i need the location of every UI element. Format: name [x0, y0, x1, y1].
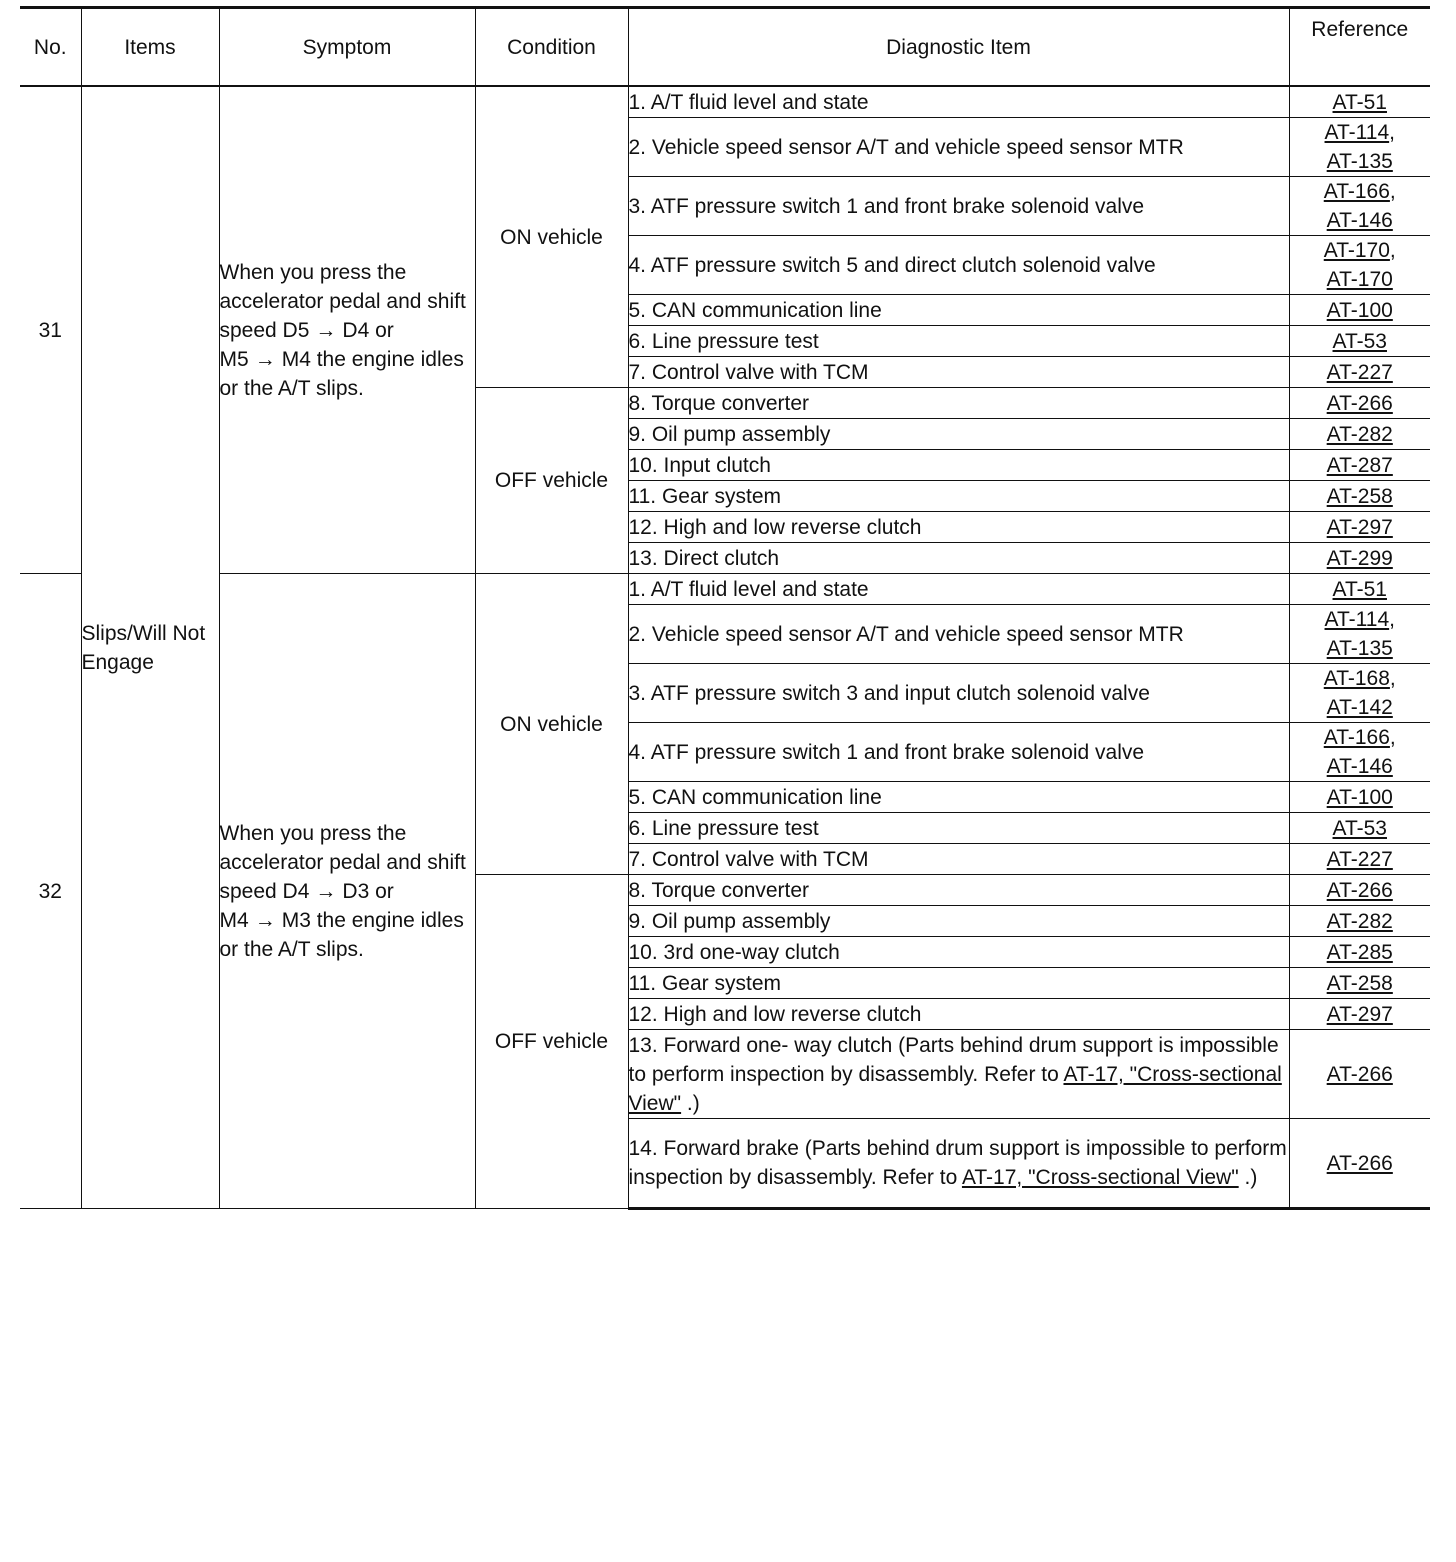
diagnostic-item-text: 9. Oil pump assembly — [628, 422, 831, 446]
cross-reference-link[interactable]: AT-17, "Cross-sectional View" — [961, 1166, 1239, 1189]
condition-on-vehicle: ON vehicle — [475, 574, 628, 875]
reference-link[interactable]: AT-51 — [1332, 90, 1387, 114]
table-row — [20, 86, 1430, 118]
diagnostic-item-cell — [628, 968, 1289, 999]
reference-cell — [1289, 450, 1430, 481]
diagnostic-item-cell — [628, 177, 1289, 236]
symptom-text: D — [342, 879, 358, 903]
reference-link[interactable]: AT-282 — [1326, 909, 1393, 933]
diagnostic-item-text: 6. Line pressure test — [628, 816, 819, 840]
reference-link[interactable]: AT-170 — [1326, 268, 1393, 291]
symptom-text: the engine idles or the A/T slips. — [219, 908, 464, 961]
diagnostic-item-text: 3. ATF pressure switch 3 and input clutch solenoid valve — [628, 681, 1150, 705]
reference-link[interactable]: AT-114 — [1324, 608, 1390, 631]
reference-link[interactable]: AT-166 — [1323, 726, 1390, 749]
reference-link[interactable]: AT-266 — [1326, 391, 1393, 415]
items-cell: Slips/Will Not Engage — [81, 86, 219, 1209]
diagnostic-item-text: 4. ATF pressure switch 1 and front brake solenoid valve — [628, 740, 1145, 764]
diagnostic-item-cell — [628, 844, 1289, 875]
diagnostic-item-cell — [628, 605, 1289, 664]
reference-link[interactable]: AT-170 — [1323, 239, 1390, 262]
diagnostic-item-cell — [628, 236, 1289, 295]
diagnostic-item-text: 12. High and low reverse clutch — [628, 1002, 922, 1026]
reference-link[interactable]: AT-282 — [1326, 422, 1393, 446]
diagnostic-item-cell — [628, 574, 1289, 605]
symptom-subscript: 5 — [237, 347, 249, 371]
symptom-text: the engine idles or the A/T slips. — [219, 347, 464, 400]
header-diagnostic-item: Diagnostic Item — [628, 8, 1289, 87]
diagnostic-item-text: 1. A/T fluid level and state — [628, 90, 869, 114]
reference-cell — [1289, 1119, 1430, 1209]
diagnostic-item-cell — [628, 357, 1289, 388]
reference-link[interactable]: AT-299 — [1326, 546, 1393, 570]
condition-on-vehicle: ON vehicle — [475, 86, 628, 388]
header-symptom: Symptom — [219, 8, 475, 87]
reference-link[interactable]: AT-297 — [1326, 1002, 1393, 1026]
diagnostic-item-cell — [628, 813, 1289, 844]
reference-cell — [1289, 419, 1430, 450]
symptom-text: D — [342, 318, 358, 342]
symptom-cell — [219, 86, 475, 574]
arrow-icon: → — [254, 908, 276, 932]
header-reference: Reference — [1289, 8, 1430, 87]
reference-link[interactable]: AT-135 — [1326, 637, 1393, 660]
reference-cell: AT-166, AT-146 — [1289, 177, 1430, 236]
diagnostic-item-text: 10. 3rd one-way clutch — [628, 940, 840, 964]
row-number: 32 — [20, 574, 81, 1209]
reference-cell: AT-114, AT-135 — [1289, 605, 1430, 664]
reference-cell — [1289, 782, 1430, 813]
diagnostic-item-cell — [628, 419, 1289, 450]
symptom-subscript: 3 — [299, 908, 311, 932]
diagnostic-item-text: .) — [681, 1091, 700, 1115]
symptom-text: M — [281, 908, 300, 932]
symptom-subscript: 4 — [237, 908, 249, 932]
symptom-text: When you press the accelerator pedal and shift speed D — [219, 821, 466, 903]
cross-reference-link[interactable]: AT-17, "Cross-sectional View" — [628, 1062, 1282, 1115]
reference-link[interactable]: AT-258 — [1326, 484, 1393, 508]
symptom-text: or M — [219, 879, 394, 932]
diagnostic-item-cell — [628, 295, 1289, 326]
diagnostic-item-text: 11. Gear system — [628, 484, 781, 508]
reference-cell — [1289, 999, 1430, 1030]
diagnostic-item-text: 8. Torque converter — [628, 878, 810, 902]
reference-link[interactable]: AT-100 — [1326, 298, 1393, 322]
reference-cell — [1289, 357, 1430, 388]
row-number: 31 — [20, 86, 81, 574]
reference-link[interactable]: AT-266 — [1326, 1062, 1393, 1086]
condition-off-vehicle: OFF vehicle — [475, 875, 628, 1209]
reference-link[interactable]: AT-297 — [1326, 515, 1393, 539]
diagnostic-item-text: .) — [1238, 1166, 1258, 1189]
diagnostic-item-text: 5. CAN communication line — [628, 298, 882, 322]
header-no: No. — [20, 8, 81, 87]
diagnostic-item-cell — [628, 906, 1289, 937]
symptom-subscript: 4 — [357, 318, 370, 342]
diagnostic-item-cell — [628, 450, 1289, 481]
reference-cell — [1289, 937, 1430, 968]
reference-cell — [1289, 574, 1430, 605]
diagnostic-item-cell — [628, 388, 1289, 419]
reference-link[interactable]: AT-135 — [1326, 150, 1393, 173]
symptom-subscript: 4 — [299, 347, 311, 371]
diagnostic-item-cell — [628, 782, 1289, 813]
reference-cell: AT-114, AT-135 — [1289, 118, 1430, 177]
table-row — [20, 574, 1430, 605]
reference-link[interactable]: AT-146 — [1326, 755, 1393, 778]
reference-link[interactable]: AT-227 — [1326, 847, 1393, 871]
diagnostic-item-cell — [628, 875, 1289, 906]
arrow-icon: → — [315, 879, 337, 903]
diagnostic-item-text: 1. A/T fluid level and state — [628, 577, 869, 601]
symptom-text: or M — [219, 318, 394, 371]
arrow-icon: → — [315, 318, 337, 342]
reference-cell — [1289, 1030, 1430, 1119]
reference-cell — [1289, 512, 1430, 543]
reference-cell — [1289, 481, 1430, 512]
header-condition: Condition — [475, 8, 628, 87]
reference-cell — [1289, 875, 1430, 906]
diagnostic-item-cell — [628, 664, 1289, 723]
symptom-subscript: 4 — [297, 879, 310, 903]
diagnostic-item-text: 13. Direct clutch — [628, 546, 780, 570]
reference-link[interactable]: AT-227 — [1326, 360, 1393, 384]
reference-link[interactable]: AT-166 — [1323, 180, 1390, 203]
arrow-icon: → — [254, 347, 276, 371]
diagnostic-item-cell — [628, 512, 1289, 543]
reference-link[interactable]: AT-266 — [1326, 878, 1393, 902]
diagnosis-table — [20, 6, 1430, 1210]
symptom-text: M — [281, 347, 300, 371]
condition-off-vehicle: OFF vehicle — [475, 388, 628, 574]
reference-cell — [1289, 326, 1430, 357]
symptom-cell — [219, 574, 475, 1209]
symptom-subscript: 3 — [357, 879, 370, 903]
reference-link[interactable]: AT-114 — [1324, 121, 1390, 144]
header-row — [20, 8, 1430, 87]
reference-cell — [1289, 388, 1430, 419]
diagnostic-item-cell — [628, 1030, 1289, 1119]
header-items: Items — [81, 8, 219, 87]
diagnostic-item-text: 13. Forward one- way clutch (Parts behind drum support is impossible to perform inspection by disassembly. Refer to — [628, 1033, 1279, 1086]
diagnostic-item-cell — [628, 999, 1289, 1030]
reference-link[interactable]: AT-258 — [1326, 971, 1393, 995]
diagnostic-item-cell — [628, 1119, 1289, 1209]
reference-link[interactable]: AT-142 — [1326, 696, 1393, 719]
reference-link[interactable]: AT-168 — [1323, 667, 1390, 690]
diagnostic-item-text: 14. Forward brake (Parts behind drum support is impossible to perform inspection by disassembly. Refer to — [628, 1137, 1287, 1189]
diagnostic-item-cell — [628, 937, 1289, 968]
reference-cell — [1289, 968, 1430, 999]
reference-cell — [1289, 295, 1430, 326]
diagnostic-item-cell — [628, 543, 1289, 574]
reference-cell — [1289, 86, 1430, 118]
reference-link[interactable]: AT-51 — [1332, 577, 1387, 601]
diagnostic-item-text: 8. Torque converter — [628, 391, 810, 415]
diagnostic-item-cell — [628, 326, 1289, 357]
reference-link[interactable]: AT-146 — [1326, 209, 1393, 232]
reference-link[interactable]: AT-266 — [1326, 1151, 1393, 1175]
diagnostic-item-text: 2. Vehicle speed sensor A/T and vehicle speed sensor MTR — [628, 622, 1184, 646]
reference-link[interactable]: AT-100 — [1326, 785, 1393, 809]
diagnostic-item-text: 7. Control valve with TCM — [628, 360, 869, 384]
reference-cell: AT-170, AT-170 — [1289, 236, 1430, 295]
diagnostic-item-text: 9. Oil pump assembly — [628, 909, 831, 933]
diagnostic-item-text: 4. ATF pressure switch 5 and direct clutch solenoid valve — [628, 253, 1156, 277]
diagnostic-item-text: 7. Control valve with TCM — [628, 847, 869, 871]
diagnostic-item-cell — [628, 723, 1289, 782]
reference-link[interactable]: AT-287 — [1326, 453, 1393, 477]
reference-cell — [1289, 813, 1430, 844]
diagnostic-item-cell — [628, 86, 1289, 118]
diagnostic-item-text: 10. Input clutch — [628, 453, 771, 477]
reference-cell — [1289, 844, 1430, 875]
diagnostic-item-text: 11. Gear system — [628, 971, 781, 995]
reference-cell: AT-168, AT-142 — [1289, 664, 1430, 723]
diagnostic-item-text: 2. Vehicle speed sensor A/T and vehicle speed sensor MTR — [628, 135, 1184, 159]
reference-link[interactable]: AT-285 — [1326, 940, 1393, 964]
diagnostic-item-text: 3. ATF pressure switch 1 and front brake solenoid valve — [628, 194, 1145, 218]
diagnostic-item-text: 6. Line pressure test — [628, 329, 819, 353]
reference-cell: AT-166, AT-146 — [1289, 723, 1430, 782]
diagnostic-item-cell — [628, 118, 1289, 177]
symptom-text: When you press the accelerator pedal and shift speed D — [219, 260, 466, 342]
reference-link[interactable]: AT-53 — [1332, 329, 1387, 353]
symptom-subscript: 5 — [297, 318, 310, 342]
reference-cell — [1289, 543, 1430, 574]
diagnostic-item-cell — [628, 481, 1289, 512]
reference-link[interactable]: AT-53 — [1332, 816, 1387, 840]
reference-cell — [1289, 906, 1430, 937]
diagnostic-item-text: 12. High and low reverse clutch — [628, 515, 922, 539]
diagnostic-item-text: 5. CAN communication line — [628, 785, 882, 809]
